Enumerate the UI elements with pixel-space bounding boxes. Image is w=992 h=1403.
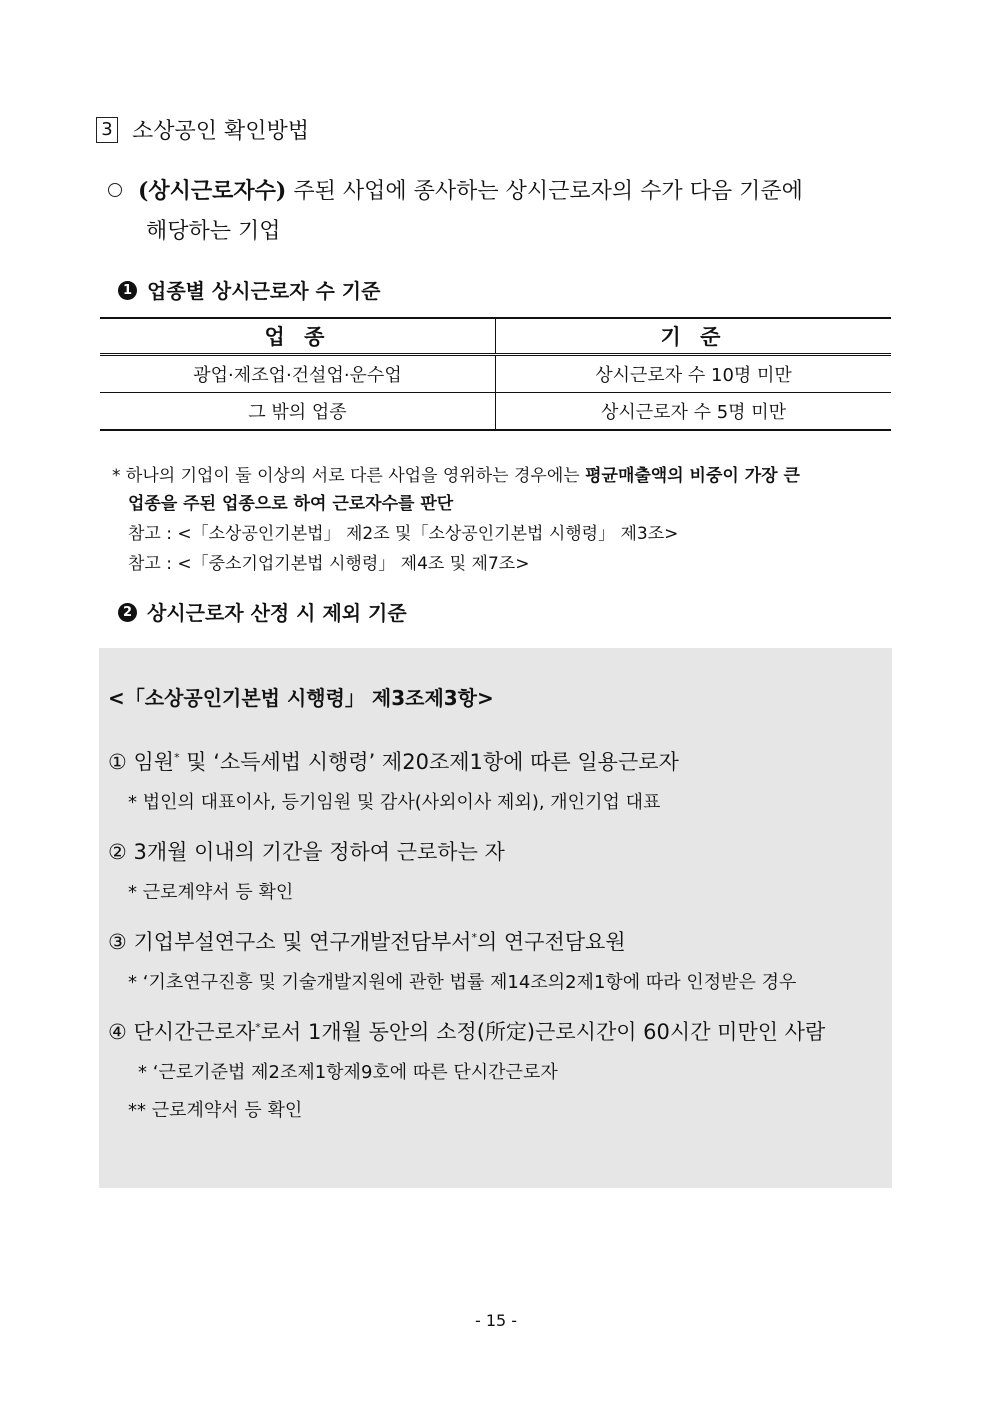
item-3-note: * ‘기초연구진흥 및 기술개발지원에 관한 법률 제14조의2제1항에 따라 인정받은 경우 [128,972,797,993]
table-header-criteria: 기 준 [496,318,892,355]
section-heading [96,114,309,145]
exclusion-item-1 [108,746,679,776]
table-cell-industry: 그 밖의 업종 [100,393,496,431]
exclusion-item-3 [108,926,626,956]
bullet-text-2: 해당하는 기업 [146,219,281,244]
filled-number-1-icon: 1 [118,281,137,300]
reference-1: 참고 : <「소상공인기본법」 제2조 및「소상공인기본법 시행령」 제3조> [128,524,679,544]
item-text-a: 기업부설연구소 및 연구개발전담부서 [133,930,472,954]
table-header-industry: 업 종 [100,318,496,355]
subheading-2 [118,597,407,626]
table-header-row [100,318,891,355]
item-text-b: 로서 1개월 동안의 소정(所定)근로시간이 60시간 미만인 사람 [260,1020,826,1044]
page-number: - 15 - [474,1311,518,1330]
note-line-1-bold: 평균매출액의 비중이 가장 큰 [585,466,800,486]
item-text-a: 단시간근로자 [133,1020,256,1044]
item-text-b: 의 연구전담요원 [476,930,626,954]
item-4-note-1: * ‘근로기준법 제2조제1항제9호에 따른 단시간근로자 [138,1062,558,1083]
item-number: ① [108,750,127,774]
table-cell-criteria: 상시근로자 수 5명 미만 [496,393,892,431]
item-number: ④ [108,1020,127,1044]
subheading-1-title: 업종별 상시근로자 수 기준 [147,279,381,303]
filled-number-2-icon: 2 [118,603,137,622]
bullet-text-1: 주된 사업에 종사하는 상시근로자의 수가 다음 기준에 [286,179,803,204]
item-number: ③ [108,930,127,954]
table-row [100,393,891,431]
subheading-1 [118,275,380,304]
section-number-box: 3 [96,117,118,143]
item-superscript: * [255,1021,261,1034]
hollow-circle-bullet-icon [108,183,122,197]
note-line-1 [112,461,800,486]
box-title: <「소상공인기본법 시행령」 제3조제3항> [108,686,494,710]
exclusion-item-2 [108,836,505,866]
bullet-paragraph-line1 [108,174,908,205]
note-star: * [112,466,121,486]
bullet-label: (상시근로자수) [138,178,287,204]
item-text-a: 임원 [133,750,175,774]
item-text-b: 및 ‘소득세법 시행령’ 제20조제1항에 따른 일용근로자 [179,750,679,774]
note-line-2: 업종을 주된 업종으로 하여 근로자수를 판단 [128,494,454,514]
reference-2: 참고 : <「중소기업기본법 시행령」 제4조 및 제7조> [128,554,530,574]
item-number: ② [108,840,127,864]
section-title: 소상공인 확인방법 [132,119,310,144]
item-2-note: * 근로계약서 등 확인 [128,882,294,903]
note-line-1-text: 하나의 기업이 둘 이상의 서로 다른 사업을 영위하는 경우에는 [125,466,586,486]
item-text-a: 3개월 이내의 기간을 정하여 근로하는 자 [133,840,505,864]
item-1-note: * 법인의 대표이사, 등기임원 및 감사(사외이사 제외), 개인기업 대표 [128,792,661,813]
subheading-2-title: 상시근로자 산정 시 제외 기준 [147,601,407,625]
exclusion-item-4 [108,1016,825,1046]
table-row [100,355,891,393]
item-superscript: * [174,751,180,764]
table-cell-industry: 광업·제조업·건설업·운수업 [100,355,496,393]
table-cell-criteria: 상시근로자 수 10명 미만 [496,355,892,393]
criteria-table [100,317,891,431]
item-superscript: * [471,931,477,944]
item-4-note-2: ** 근로계약서 등 확인 [128,1100,303,1121]
